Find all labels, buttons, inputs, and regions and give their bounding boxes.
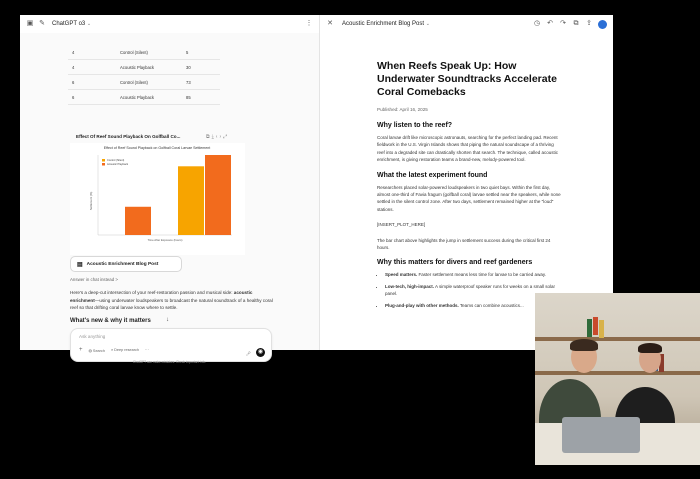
new-chat-icon[interactable]: ✎ (39, 20, 45, 27)
sidebar-toggle-icon[interactable]: ▣ (26, 20, 34, 27)
canvas-toolbar (533, 20, 607, 29)
download-icon[interactable]: ⤓ (211, 134, 216, 140)
chart-legend (102, 158, 129, 166)
chart-bar (178, 166, 204, 235)
answer-in-chat-link[interactable]: Answer in chat instead > (70, 277, 118, 282)
chart-bar (205, 155, 231, 235)
expand-icon[interactable]: ⤢ (223, 134, 230, 140)
bullet-text: A simple waterproof speaker runs for weeks on a small solar panel. (385, 283, 556, 297)
add-attachment-button[interactable]: + (79, 347, 83, 353)
document-chip[interactable] (70, 256, 182, 272)
search-button-label: Search (92, 348, 105, 353)
table-cell: Acoustic Playback (116, 60, 182, 75)
list-item (385, 271, 562, 278)
blog-article[interactable] (377, 60, 562, 313)
chat-input-box (70, 328, 272, 362)
plot-placeholder: [INSERT_PLOT_HERE] (377, 222, 426, 228)
message-heading: What's new & why it matters (70, 318, 151, 324)
model-label: ChatGPT o3 (52, 21, 86, 27)
canvas-title-text: Acoustic Enrichment Blog Post (342, 21, 425, 27)
more-tools-button[interactable]: ··· (145, 348, 149, 352)
chart-card-title: Effect Of Reef Sound Playback On Golfball Co... (76, 134, 181, 139)
chat-input[interactable]: Ask anything (79, 334, 106, 339)
table-cell: Control (Silent) (116, 75, 182, 90)
book (587, 319, 592, 337)
section-heading: Why this matters for divers and reef gardeners (377, 259, 533, 267)
x-axis-label: Time After Exposure (hours) (147, 238, 183, 242)
message-text: Here's a deep-cut intersection of your reef-restoration passion and musical side: (70, 290, 234, 295)
deep-research-button[interactable] (111, 348, 139, 352)
chat-pane (20, 33, 319, 364)
table-cell: Acoustic Playback (116, 90, 182, 105)
table-cell: 30 (182, 60, 220, 75)
table-cell: 4 (68, 60, 116, 75)
section-text: Coral larvae drift like microscopic astronauts, searching for the perfect landing pad. Recent fieldwork in the U.S. Virgin Islands shows that piping the natural soundscape of a thriving reef into a degraded site can drastically shorten that search. The technique, called acoustic enrichment, is giving restoration teams a brand-new, melody-powered tool. (377, 135, 559, 163)
canvas-title[interactable] (342, 21, 430, 27)
copy-icon[interactable]: ⧉ (573, 20, 579, 27)
bullet-text: Faster settlement means less time for larvae to be carried away. (417, 272, 546, 278)
article-title: When Reefs Speak Up: How Underwater Soundtracks Accelerate Coral Comebacks (377, 60, 557, 98)
section-heading: Why listen to the reef? (377, 122, 453, 129)
section-heading: What the latest experiment found (377, 171, 488, 179)
chat-header (20, 15, 319, 33)
message-text: —using underwater loudspeakers to broadcast the natural soundtrack of a healthy coral reef so that drifting coral larvae know where to settle. (70, 297, 273, 310)
microphone-icon[interactable]: 🎤︎ (245, 351, 251, 356)
history-icon[interactable]: ◷ (533, 20, 541, 27)
table-row (68, 60, 220, 75)
redo-icon[interactable]: ↷ (560, 20, 566, 27)
avatar[interactable] (598, 20, 607, 29)
globe-icon: ◍ (88, 348, 92, 353)
code-icon[interactable]: ‹› (215, 134, 224, 140)
chart-card (70, 143, 245, 255)
close-icon[interactable]: ✕ (327, 20, 333, 27)
shelf (535, 337, 700, 341)
table-cell: Control (Silent) (116, 45, 182, 60)
chart-card-tools (206, 134, 229, 140)
person-right-hair (638, 343, 662, 353)
book (593, 317, 598, 335)
legend-swatch (102, 159, 105, 162)
y-axis-label: Settlement (%) (89, 191, 93, 211)
legend-swatch (102, 163, 105, 166)
copy-icon[interactable]: ⧉ (206, 134, 212, 140)
table-row (68, 45, 220, 60)
table-cell: 85 (182, 90, 220, 105)
scroll-down-icon[interactable]: ↓ (166, 317, 169, 323)
chevron-down-icon: ⌄ (86, 21, 92, 27)
chevron-down-icon: ⌄ (425, 21, 430, 27)
legend-label: Control (Silent) (107, 159, 125, 163)
input-tools (79, 347, 149, 353)
voice-mode-button[interactable]: ◉ (257, 349, 264, 355)
bullet-bold: Plug-and-play with other methods. (385, 302, 459, 308)
person-left-hair (570, 339, 598, 351)
document-chip-label: Acoustic Enrichment Blog Post (86, 261, 159, 267)
table-cell: 6 (68, 75, 116, 90)
chart-title: Effect of Reef Sound Playback on Golfball Coral Larvae Settlement (103, 146, 211, 150)
more-icon[interactable]: ⋮ (305, 20, 313, 27)
model-selector[interactable] (52, 21, 91, 27)
search-button[interactable] (89, 348, 105, 353)
book (599, 320, 604, 338)
table-row (68, 90, 220, 105)
shelf (535, 371, 700, 375)
legend-label: Acoustic Playback (107, 163, 129, 167)
table-cell: 5 (182, 45, 220, 60)
table-cell: 6 (68, 90, 116, 105)
message-bold-term: acoustic enrichment (70, 290, 253, 303)
share-icon[interactable]: ⇪ (586, 20, 592, 27)
deep-research-label: Deep research (114, 348, 140, 352)
undo-icon[interactable]: ↶ (547, 20, 553, 27)
document-icon: ▤ (77, 261, 83, 268)
section-text: The bar chart above highlights the jump in settlement success during the critical first 24 hours. (377, 237, 551, 251)
webcam-overlay (535, 293, 700, 465)
bullet-bold: Speed matters. (385, 272, 418, 278)
chart-bars (125, 155, 231, 235)
bar-chart (70, 143, 245, 243)
published-date: Published: April 16, 2025 (377, 107, 428, 112)
laptop (562, 417, 640, 453)
table-row (68, 75, 220, 90)
bullet-bold: Low-tech, high-impact. (385, 283, 434, 289)
canvas-header (320, 15, 613, 33)
chart-bar (125, 207, 151, 235)
bullet-text: Teams can combine acoustics... (458, 302, 524, 308)
table-cell: 73 (182, 75, 220, 90)
disclaimer: ChatGPT can make mistakes. Check important info. (132, 360, 207, 364)
telescope-icon: ⌕ (110, 348, 114, 352)
data-table (68, 45, 220, 105)
table-cell: 4 (68, 45, 116, 60)
assistant-message (70, 289, 275, 312)
section-text: Researchers placed solar-powered loudspeakers in two quiet bays. Within the first day, almost one-third of Favia fragum (golfball coral) larvae settled near the speakers, while none settled in the silent control zone. After two days, settlement remained higher at the "loud" stations. (377, 184, 561, 212)
app-window (20, 15, 613, 364)
